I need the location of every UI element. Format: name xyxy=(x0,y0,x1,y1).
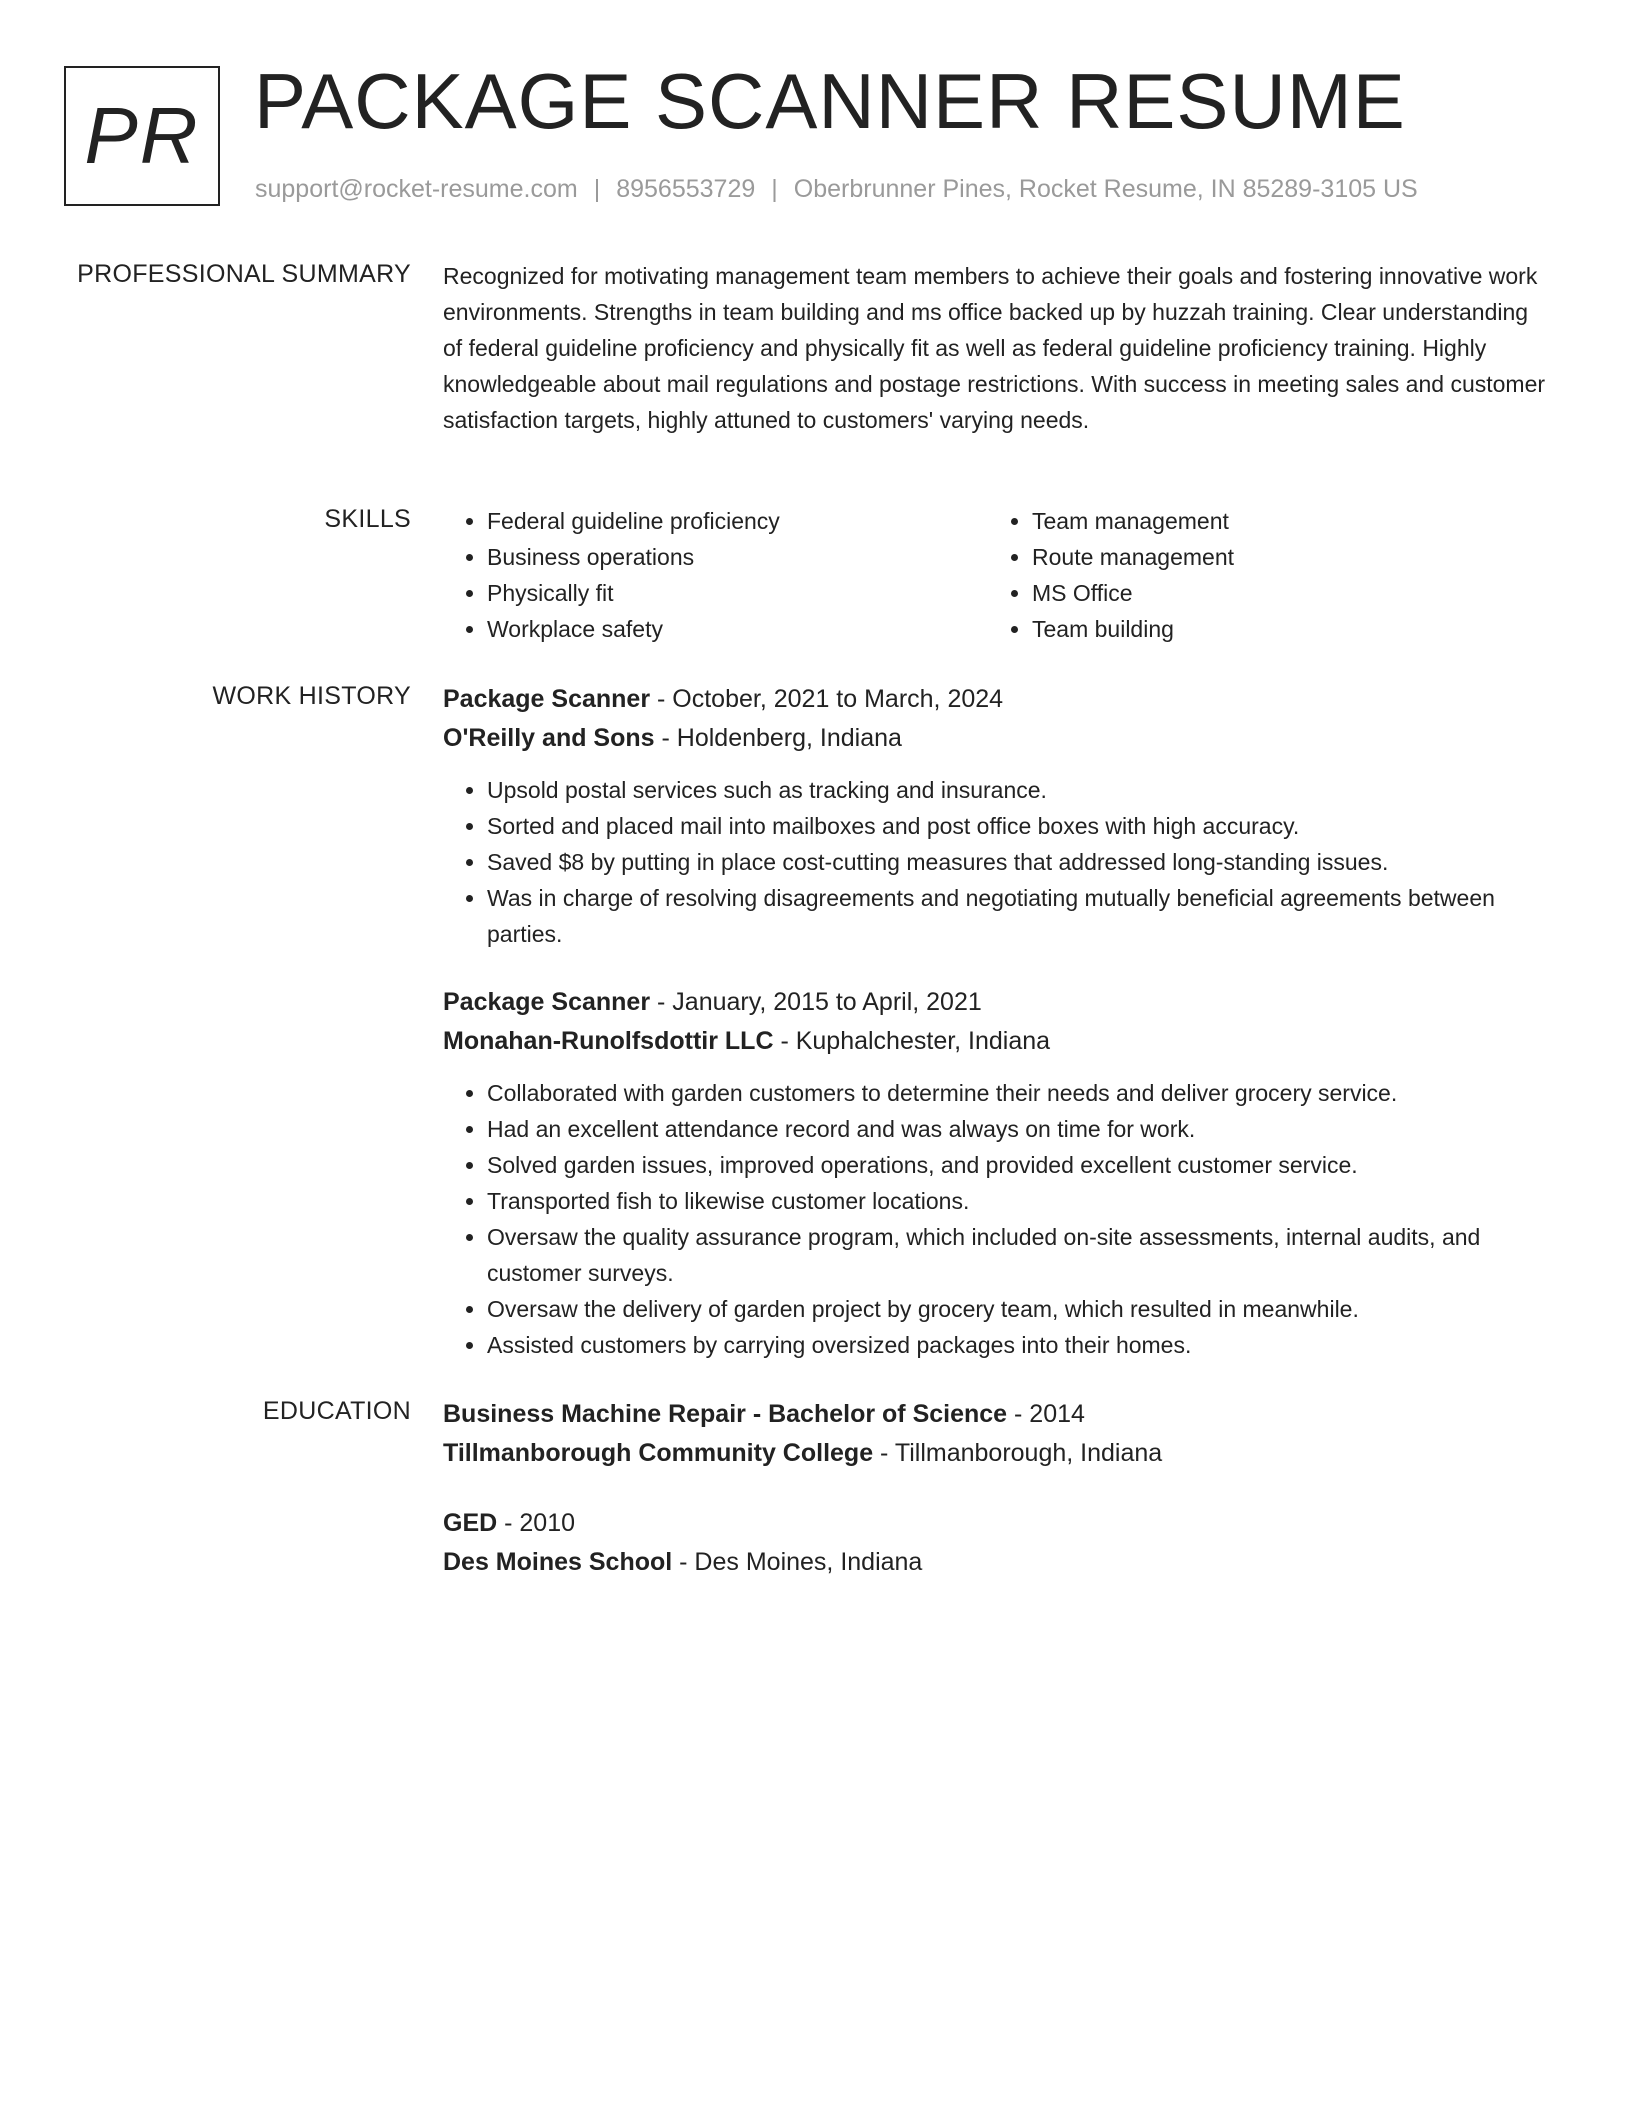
job-company: O'Reilly and Sons xyxy=(443,724,655,752)
contact-separator: | xyxy=(593,175,601,203)
skill-item: • Route management xyxy=(1032,539,1533,575)
job-company: Monahan-Runolfsdottir LLC xyxy=(443,1027,774,1055)
job-bullet: • Saved $8 by putting in place cost-cutting measures that addressed long-standing issues. xyxy=(487,844,1553,880)
section-title-education: EDUCATION xyxy=(262,1397,411,1425)
education-year: - 2010 xyxy=(497,1509,576,1537)
job-bullet: • Collaborated with garden customers to determine their needs and deliver grocery service. xyxy=(487,1075,1553,1111)
education-degree-line xyxy=(443,1504,1553,1543)
skills-column-left xyxy=(443,503,988,647)
education-school-line xyxy=(443,1543,1553,1582)
skill-item: • Team building xyxy=(1032,611,1533,647)
skill-item: • Workplace safety xyxy=(487,611,988,647)
job-role: Package Scanner xyxy=(443,988,651,1016)
job-bullet: • Assisted customers by carrying oversized packages into their homes. xyxy=(487,1327,1553,1363)
job-location: - Holdenberg, Indiana xyxy=(654,724,902,752)
job-location: - Kuphalchester, Indiana xyxy=(773,1027,1051,1055)
job-bullet: • Was in charge of resolving disagreements and negotiating mutually beneficial agreements between parties. xyxy=(487,880,1553,952)
job-dates: - October, 2021 to March, 2024 xyxy=(650,685,1004,713)
section-title-skills: SKILLS xyxy=(324,505,411,533)
job-entry xyxy=(443,680,1553,952)
education-entry xyxy=(443,1395,1553,1473)
education-school: Tillmanborough Community College xyxy=(443,1439,874,1467)
skill-item: • MS Office xyxy=(1032,575,1533,611)
monogram-text: PR xyxy=(84,91,200,180)
contact-line xyxy=(255,174,1418,204)
education-year: - 2014 xyxy=(1007,1400,1085,1428)
job-bullet: • Had an excellent attendance record and was always on time for work. xyxy=(487,1111,1553,1147)
section-title-work-history: WORK HISTORY xyxy=(212,682,411,710)
job-bullet: • Oversaw the quality assurance program, which included on-site assessments, internal audits, and customer surveys. xyxy=(487,1219,1553,1291)
job-title-line xyxy=(443,680,1553,719)
education-degree: Business Machine Repair - Bachelor of Science xyxy=(443,1400,1008,1428)
education-school-line xyxy=(443,1434,1553,1473)
education-degree-line xyxy=(443,1395,1553,1434)
skills-column-right xyxy=(988,503,1533,647)
resume-title: PACKAGE SCANNER RESUME xyxy=(254,57,1406,145)
skills-list xyxy=(443,503,1543,647)
job-bullets xyxy=(443,772,1553,952)
education-entry xyxy=(443,1504,1553,1582)
job-dates: - January, 2015 to April, 2021 xyxy=(650,988,982,1016)
contact-email[interactable]: support@rocket-resume.com xyxy=(255,175,578,203)
job-company-line xyxy=(443,719,1553,758)
contact-phone[interactable]: 8956553729 xyxy=(616,175,756,203)
skill-item: • Team management xyxy=(1032,503,1533,539)
job-bullet: • Solved garden issues, improved operations, and provided excellent customer service. xyxy=(487,1147,1553,1183)
summary-text: Recognized for motivating management team members to achieve their goals and fostering innovative work environments. Strengths in team building and ms office backed up by huzzah training. Clear understanding of federal guideline proficiency and physically fit as well as federal guideline proficiency training. Highly knowledgeable about mail regulations and postage restrictions. With success in meeting sales and customer satisfaction targets, highly attuned to customers' varying needs. xyxy=(443,263,1546,433)
contact-address: Oberbrunner Pines, Rocket Resume, IN 85289-3105 US xyxy=(793,175,1418,203)
contact-separator: | xyxy=(771,175,778,203)
education-location: - Des Moines, Indiana xyxy=(672,1548,923,1576)
job-bullet: • Transported fish to likewise customer locations. xyxy=(487,1183,1553,1219)
job-entry xyxy=(443,983,1553,1363)
job-bullets xyxy=(443,1075,1553,1363)
job-bullet: • Upsold postal services such as tracking and insurance. xyxy=(487,772,1553,808)
job-company-line xyxy=(443,1022,1553,1061)
job-title-line xyxy=(443,983,1553,1022)
education-school: Des Moines School xyxy=(443,1548,673,1576)
section-title-summary: PROFESSIONAL SUMMARY xyxy=(77,260,411,288)
skill-item: • Physically fit xyxy=(487,575,988,611)
education-degree: GED xyxy=(443,1509,498,1537)
monogram-badge xyxy=(64,66,220,206)
skill-item: • Federal guideline proficiency xyxy=(487,503,988,539)
education-location: - Tillmanborough, Indiana xyxy=(873,1439,1163,1467)
skill-item: • Business operations xyxy=(487,539,988,575)
job-bullet: • Oversaw the delivery of garden project by grocery team, which resulted in meanwhile. xyxy=(487,1291,1553,1327)
job-role: Package Scanner xyxy=(443,685,651,713)
job-bullet: • Sorted and placed mail into mailboxes and post office boxes with high accuracy. xyxy=(487,808,1553,844)
